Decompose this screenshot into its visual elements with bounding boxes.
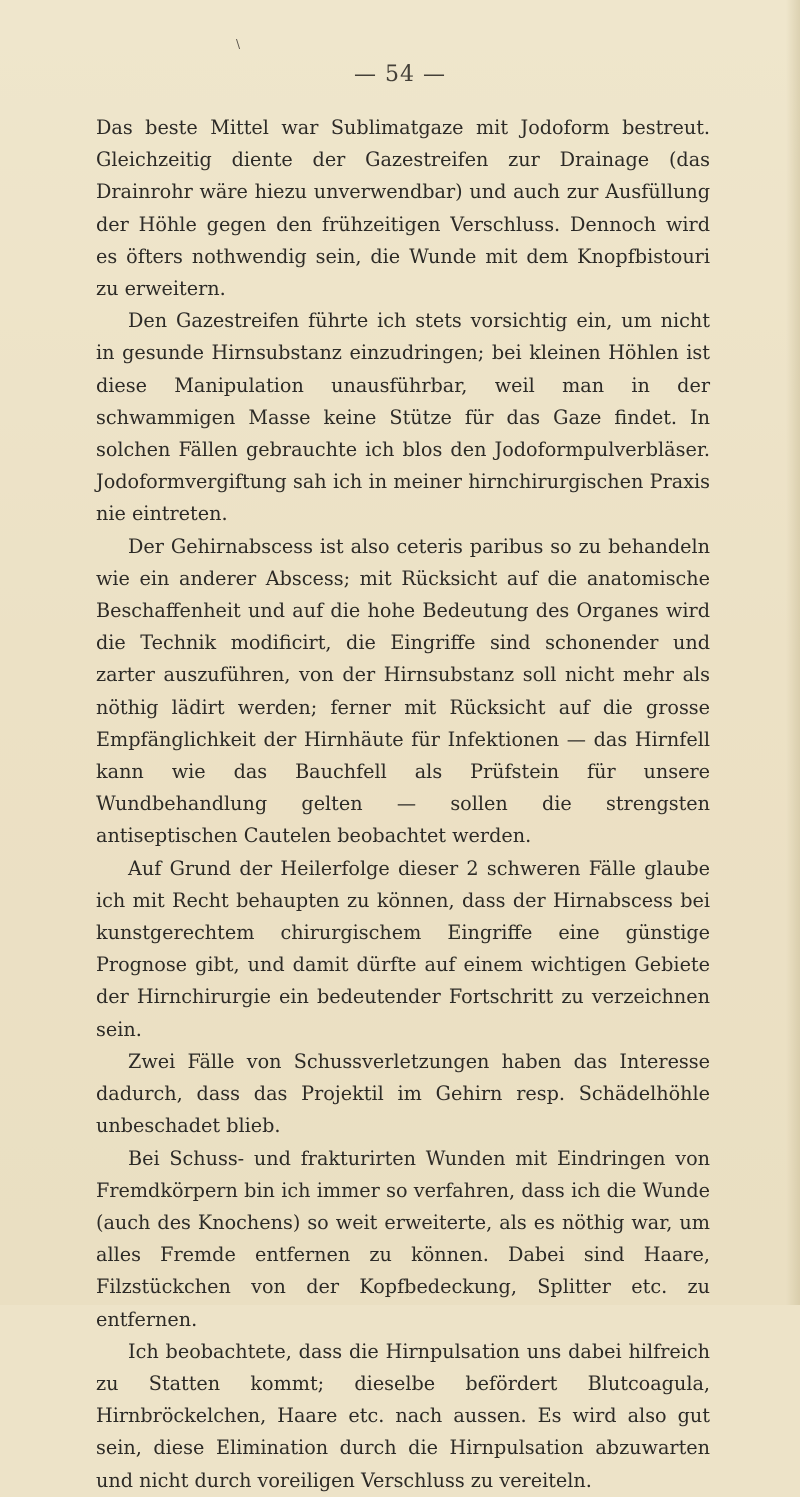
paragraph-1: Das beste Mittel war Sublimatgaze mit Jodoform bestreut. Gleichzeitig diente der Gazestreifen zur Drainage (das Drainrohr wäre hiezu unverwendbar) und auch zur Ausfüllung der Höhle gegen den frühzeitigen Verschluss. Dennoch wird es öfters nothwendig sein, die Wunde mit dem Knopfbistouri zu erweitern. — [96, 116, 710, 301]
paragraph-6: Bei Schuss- und frakturirten Wunden mit Eindringen von Fremdkörpern bin ich immer so verfahren, dass ich die Wunde (auch des Knochens) so weit erweiterte, als es nöthig war, um alles Fremde entfernen zu können. Dabei sind Haare, Filzstückchen von der Kopfbedeckung, Splitter etc. zu entfernen. — [96, 1146, 710, 1331]
paragraph-5: Zwei Fälle von Schussverletzungen haben das Interesse dadurch, dass das Projektil im Gehirn resp. Schädelhöhle unbeschadet blieb. — [96, 1049, 710, 1138]
page-edge-shadow — [786, 0, 800, 1305]
corner-mark: \ — [236, 37, 241, 51]
body-text — [96, 112, 710, 1497]
paragraph-7: Ich beobachtete, dass die Hirnpulsation uns dabei hilfreich zu Statten kommt; dieselbe befördert Blutcoagula, Hirnbröckelchen, Haare etc. nach aussen. Es wird also gut sein, diese Elimination durch die Hirnpulsation abzuwarten und nicht durch voreiligen Verschluss zu vereiteln. — [96, 1339, 710, 1492]
paragraph-3: Der Gehirnabscess ist also ceteris paribus so zu behandeln wie ein anderer Abscess; mit Rücksicht auf die anatomische Beschaffenheit und auf die hohe Bedeutung des Organes wird die Technik modificirt, die Eingriffe sind schonender und zarter auszuführen, von der Hirnsubstanz soll nicht mehr als nöthig lädirt werden; ferner mit Rücksicht auf die grosse Empfänglichkeit der Hirnhäute für Infektionen — das Hirnfell kann wie das Bauchfell als Prüfstein für unsere Wundbehandlung gelten — sollen die strengsten antiseptischen Cautelen beobachtet werden. — [96, 534, 710, 848]
page-number: — 54 — — [354, 62, 446, 87]
paragraph-4: Auf Grund der Heilerfolge dieser 2 schweren Fälle glaube ich mit Recht behaupten zu können, dass der Hirnabscess bei kunstgerechtem chirurgischem Eingriffe eine günstige Prognose gibt, und damit dürfte auf einem wichtigen Gebiete der Hirnchirurgie ein bedeutender Fortschritt zu verzeichnen sein. — [96, 856, 710, 1041]
paragraph-2: Den Gazestreifen führte ich stets vorsichtig ein, um nicht in gesunde Hirnsubstanz einzudringen; bei kleinen Höhlen ist diese Manipulation unausführbar, weil man in der schwammigen Masse keine Stütze für das Gaze findet. In solchen Fällen gebrauchte ich blos den Jodoformpulverbläser. Jodoformvergiftung sah ich in meiner hirnchirurgischen Praxis nie eintreten. — [96, 309, 710, 526]
